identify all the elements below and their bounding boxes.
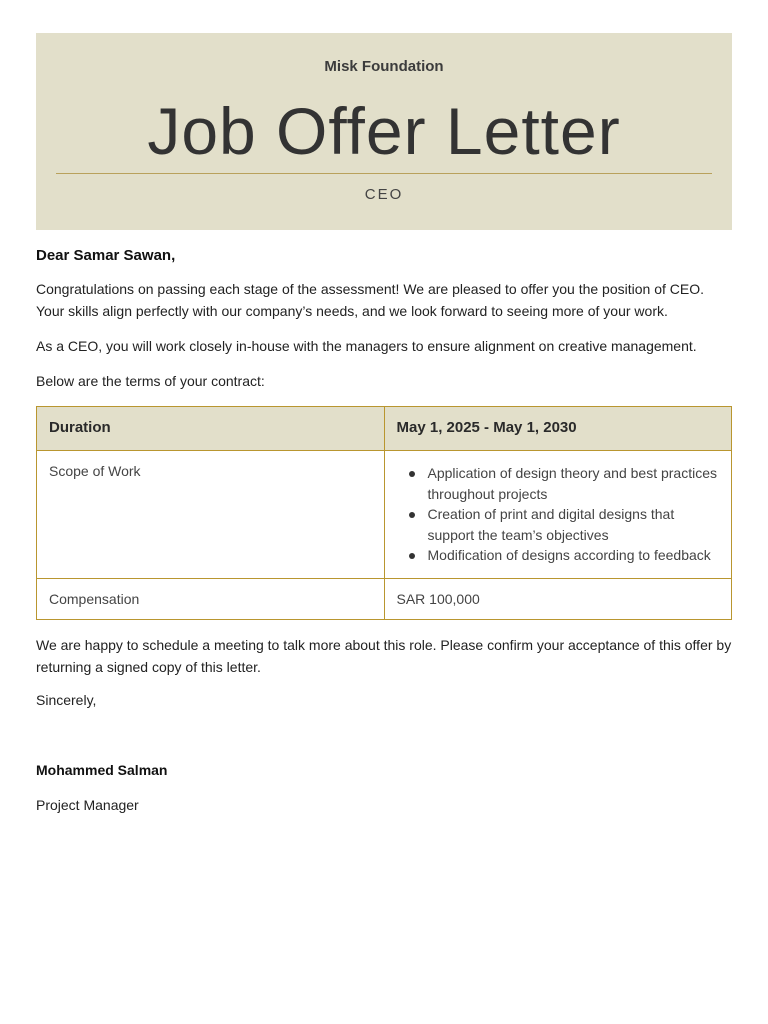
position-title: CEO <box>364 186 404 203</box>
role-paragraph: As a CEO, you will work closely in-house with the managers to ensure alignment on creative management. <box>36 338 697 354</box>
compensation-label: Compensation <box>37 578 385 619</box>
contract-terms-table <box>36 406 732 620</box>
terms-intro: Below are the terms of your contract: <box>36 373 265 389</box>
list-item: Modification of designs according to feedback <box>428 545 720 566</box>
scope-label: Scope of Work <box>37 451 385 579</box>
list-item: Application of design theory and best practices throughout projects <box>428 463 720 504</box>
table-row-scope <box>37 451 732 579</box>
signoff: Sincerely, <box>36 691 97 708</box>
letter-title: Job Offer Letter <box>147 94 621 168</box>
closing-paragraph: We are happy to schedule a meeting to talk more about this role. Please confirm your acceptance of this offer by returning a signed copy of this letter. <box>36 636 732 675</box>
compensation-value: SAR 100,000 <box>384 578 732 619</box>
salutation: Dear Samar Sawan, <box>36 247 176 264</box>
table-row-duration <box>37 407 732 451</box>
duration-label: Duration <box>37 407 385 451</box>
letter-header <box>36 33 732 230</box>
scope-value <box>384 451 732 579</box>
organization-name: Misk Foundation <box>324 58 444 75</box>
duration-value: May 1, 2025 - May 1, 2030 <box>384 407 732 451</box>
letter-page <box>36 33 732 813</box>
intro-paragraph: Congratulations on passing each stage of the assessment! We are pleased to offer you the position of CEO. Your skills align perfectly with our company’s needs, and we look forward to seeing more of your work. <box>36 281 704 319</box>
signer-name: Mohammed Salman <box>36 761 168 778</box>
scope-list <box>397 463 720 566</box>
header-divider <box>56 173 712 174</box>
signer-title: Project Manager <box>36 796 139 813</box>
list-item: Creation of print and digital designs that support the team’s objectives <box>428 504 720 545</box>
table-row-compensation <box>37 578 732 619</box>
